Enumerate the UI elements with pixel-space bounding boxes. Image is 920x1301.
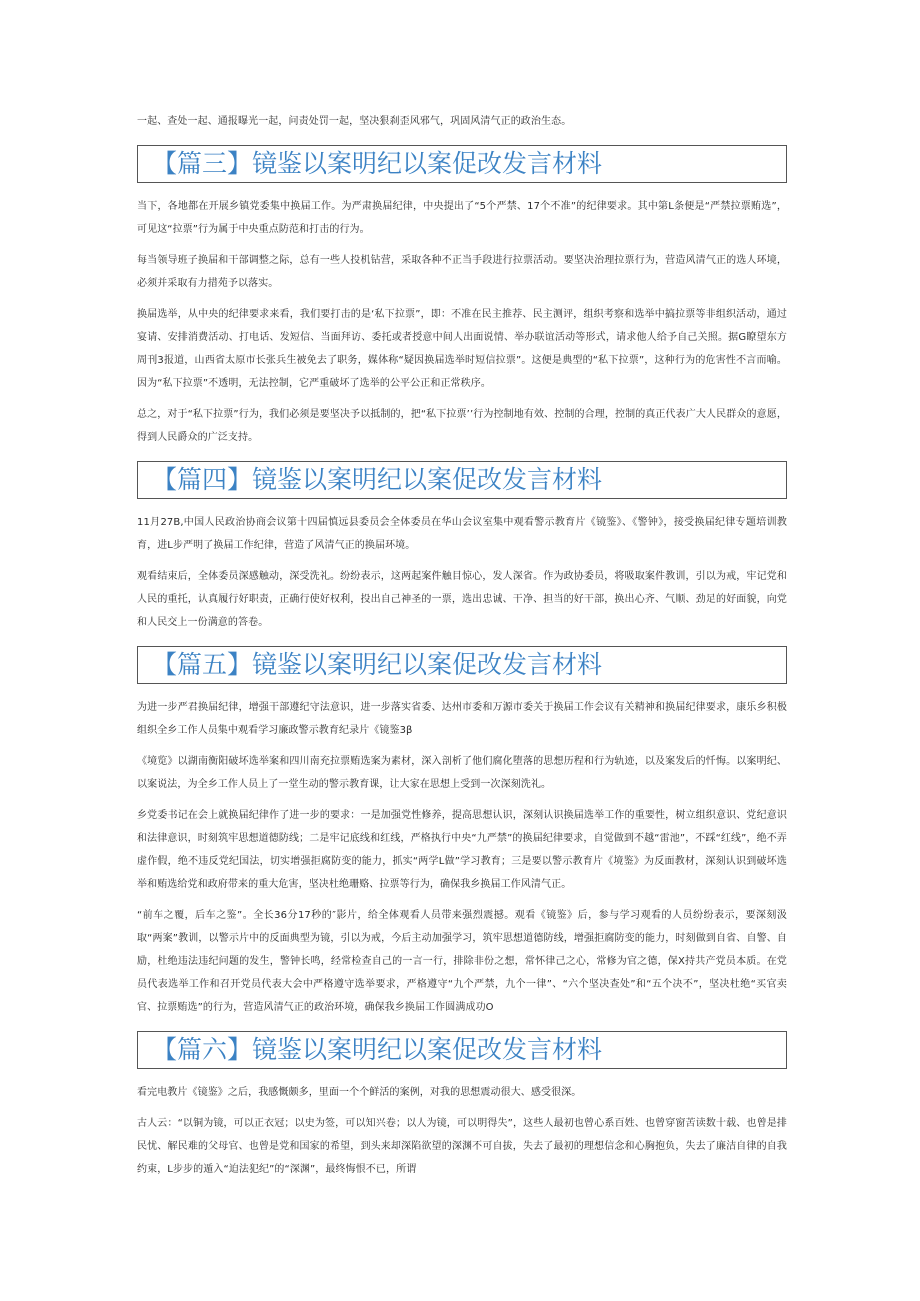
- paragraph: 看完电教片《镜鉴》之后，我感慨颇多，里面一个个鲜活的案例，对我的思想震动很大、感受很深。: [137, 1087, 582, 1098]
- paragraph: 当下，各地都在开展乡镇党委集中换届工作。为严肃换届纪律，中央提出了“5个严禁、17个不准”的纪律要求。其中第L条便是“严禁拉票贿选”，可见这“拉票”行为属于中央重点防范和打击的行为。: [137, 201, 787, 235]
- paragraph: 换届选举，从中央的纪律要求来看，我们要打击的是‘私下拉票”，即：不准在民主推荐、民主测评，组织考察和选举中搞拉票等非组织活动，通过宴请、安排消费活动、打电话、发短信、当面拜访、委托或者授意中间人出面说情、举办联谊活动等形式，请求他人给予自己关照。据G瞭望东方周刊3报道，山西省太原市长张兵生被免去了职务，媒体称“疑因换届选举时短信拉票”。这便是典型的“私下拉票”，这种行为的危害性不言而喻。因为“私下拉票”不透明，无法控制，它严重破坏了选举的公平公正和正常秩序。: [137, 309, 787, 389]
- document-body: [137, 110, 787, 1189]
- paragraph: 古人云：“以铜为镜，可以正衣冠；以史为签，可以知兴卷；以人为镜，可以明得失”，这些人最初也曾心系百姓、也曾穿窗苦读数十载、也曾是排民忧、解民难的父母官、也曾是党和国家的希望，到头来却深陷欲望的深渊不可自拔，失去了最初的理想信念和心胸抱负，失去了廉洁自律的自我约束，L步步的遁入“迫法犯纪”的“深渊”，最终悔恨不已，所谓: [137, 1118, 787, 1175]
- section-heading: 【篇五】镜鉴以案明纪以案促改发言材料: [137, 646, 787, 684]
- paragraph: “前车之覆，后车之鉴”。全长36分17秒的″影片，给全体观看人员带来强烈震撼。观看《镜鉴》后，参与学习观看的人员纷纷表示，要深刻汲取“两案”教训，以警示片中的反面典型为镜，引以为戒，今后主动加强学习，筑牢思想道德防线，增强拒腐防变的能力，时刻做到自省、自警、自励，杜绝违法违纪问题的发生，警钟长鸣，经常检查自己的一言一行，排除非份之想，常怀律己之心，常修为官之德，保X持共产党员本质。在党员代表选举工作和召开党员代表大会中严格遵守选举要求，严格遵守“九个严禁，九个一律”、“六个坚决查处”和“五个决不”，坚决杜绝“买官卖官、拉票贿选”的行为，营造风清气正的政治环境，确保我乡换届工作圆满成功O: [137, 910, 787, 1013]
- section-heading: 【篇四】镜鉴以案明纪以案促改发言材料: [137, 461, 787, 499]
- paragraph: 为进一步严君换届纪律，增强干部遵纪守法意识，进一步落实省委、达州市委和万源市委关于换届工作会议有关精神和换届纪律要求，康乐乡积极组织全乡工作人员集中观看学习廉政警示教育纪录片《镜鉴3β: [137, 702, 787, 736]
- section-heading: 【篇六】镜鉴以案明纪以案促改发言材料: [137, 1031, 787, 1069]
- paragraph: 一起、查处一起、通报曝光一起，问责处罚一起，坚决狠刹歪风邪气，巩固风清气正的政治生态。: [137, 116, 572, 127]
- paragraph: 总之，对于“私下拉票”行为，我们必须是要坚决予以抵制的，把“私下拉票’’行为控制地有效、控制的合理，控制的真正代表广大人民群众的意愿，得到人民爵众的广泛支持。: [137, 409, 787, 443]
- paragraph: 11月27B,中国人民政治协商会议第十四届慎远县委员会全体委员在华山会议室集中观看警示教育片《镜鉴》、《警钟》，接受换届纪律专题培训教育，进L步严明了换届工作纪律，营造了风清气正的换届环境。: [137, 517, 787, 551]
- paragraph: 观看结束后，全体委员深感触动，深受洗礼。纷纷表示，这两起案件触目惊心，发人深省。作为政协委员，将吸取案件教训，引以为戒，牢记党和人民的重托，认真履行好职责，正确行使好权利，投出自己神圣的一票，选出忠诚、干净、担当的好干部，换出心齐、气顺、劲足的好面貌，向党和人民交上一份满意的答卷。: [137, 571, 787, 628]
- paragraph: 《境览》以湖南衡阳破坏选举案和四川南充拉票贿选案为素材，深入剖析了他们腐化堕落的思想历程和行为轨迹，以及案发后的忏悔。以案明纪、以案说法，为全乡工作人员上了一堂生动的警示教育课，让大家在思想上受到一次深刻洗礼。: [137, 756, 787, 790]
- paragraph: 乡党委书记在会上就换届纪律作了进一步的要求：一是加强党性修养，提高思想认识，深刻认识换届选举工作的重要性，树立组织意识、党纪意识和法律意识，时刻筑牢思想道德防线；二是牢记底线和红线，严格执行中央“九严禁”的换届纪律要求，自觉做到不越“雷池”，不踩“红线”，绝不弄虚作假，绝不违反党纪国法，切实增强拒腐防变的能力，抓实“两学L做”学习教育；三是要以警示教育片《境鉴》为反面教材，深刻认识到破坏选举和贿选给党和政府带来的重大危害，坚决杜绝珊赂、拉票等行为，确保我乡换届工作风清气正。: [137, 810, 787, 890]
- section-heading: 【篇三】镜鉴以案明纪以案促改发言材料: [137, 145, 787, 183]
- paragraph: 每当领导班子换届和干部调整之际，总有一些人投机钻营，采取各种不正当手段进行拉票活动。要坚决治理拉票行为，营造风清气正的选人环境，必须并采取有力措苑予以落实。: [137, 255, 787, 289]
